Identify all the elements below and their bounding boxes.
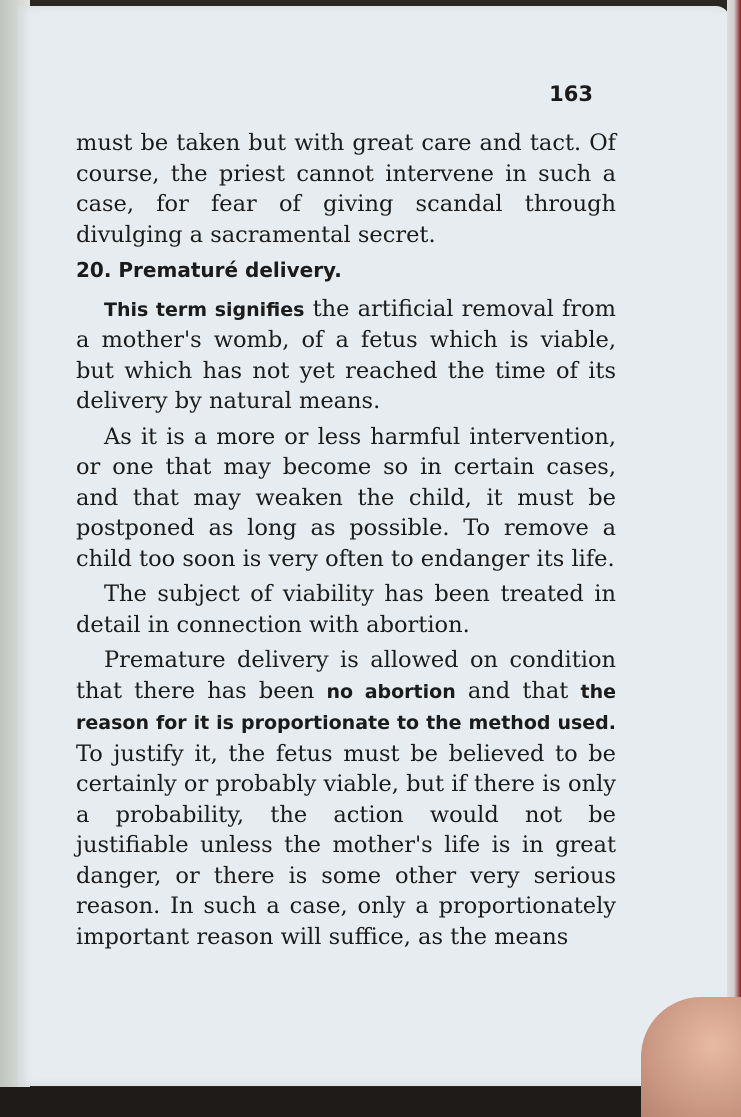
paragraph: The subject of viability has been treated in detail in connection with abortion.	[76, 581, 616, 638]
paragraph	[76, 294, 616, 417]
page-edge	[727, 0, 741, 1100]
paragraph-text: Premature delivery is allowed on condition that there has been	[76, 647, 616, 704]
book-bottom-edge	[0, 1087, 741, 1117]
section-heading: 20. Prematuré delivery.	[76, 258, 342, 282]
body-text	[76, 128, 616, 957]
paragraph-text: and that	[455, 677, 581, 704]
paragraph	[76, 645, 616, 952]
page-number: 163	[549, 82, 593, 106]
paragraph-text: To justify it, the fetus must be believed to be certainly or probably viable, but if there is only a probability, the action would not be justifiable unless the mother's life is in great danger, or there is some other very serious reason. In such a case, only a proportionately important reason will suffice, as the means	[76, 740, 616, 950]
bold-lead: This term signifies	[104, 298, 305, 321]
bold-phrase: the reason for it is proportionate to the method used.	[76, 680, 616, 734]
paragraph-text: the artificial removal from a mother's womb, of a fetus which is viable, but which has not yet reached the time of its delivery by natural means.	[76, 295, 616, 414]
paragraph: As it is a more or less harmful intervention, or one that may become so in certain cases, and that may weaken the child, it must be postponed as long as possible. To remove a child too soon is very often to endanger its life.	[76, 423, 616, 572]
paragraph: must be taken but with great care and tact. Of course, the priest cannot intervene in such a case, for fear of giving scandal through divulging a sacramental secret.	[76, 130, 616, 248]
bold-phrase: no abortion	[326, 680, 456, 703]
